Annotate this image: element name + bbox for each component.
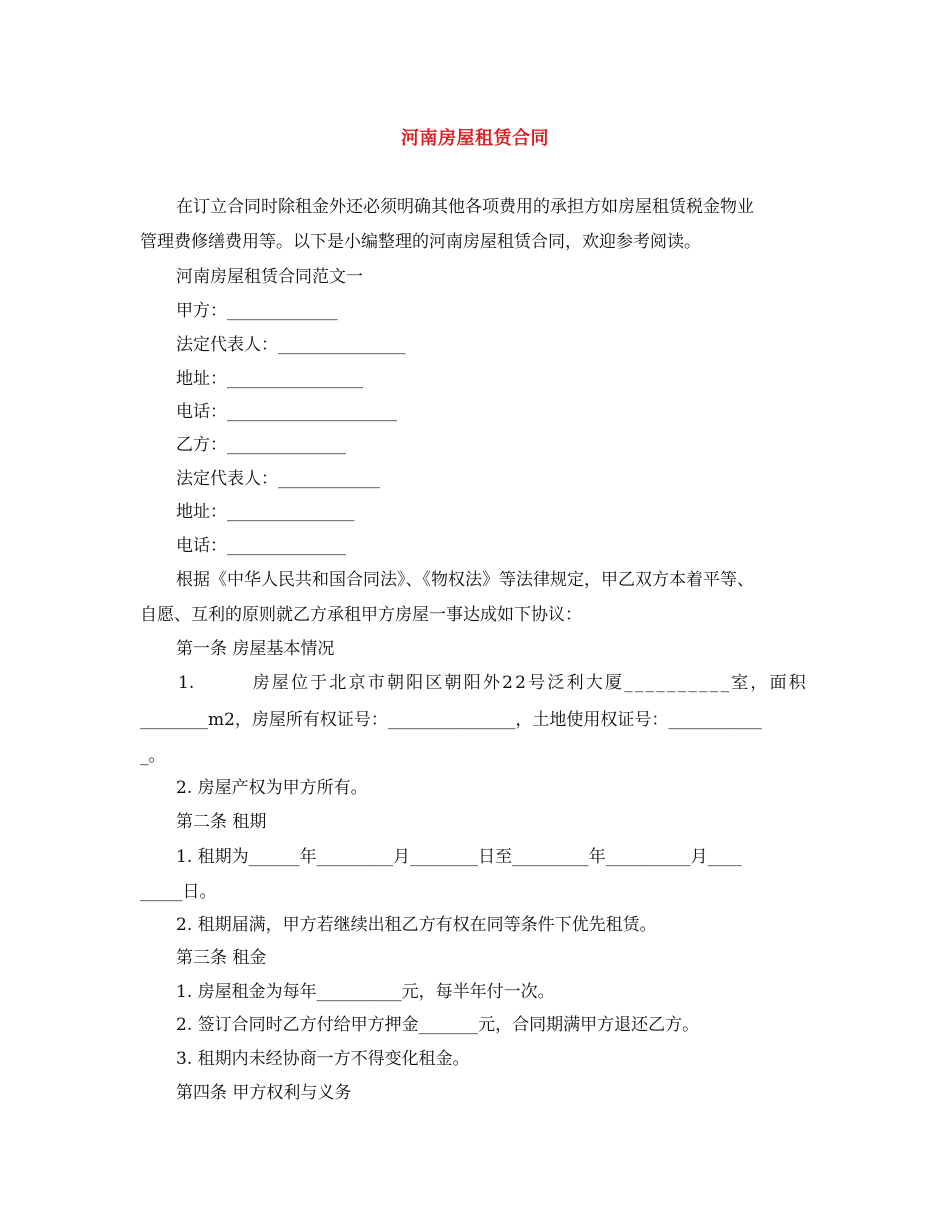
article-3-heading: 第三条 租金 — [176, 948, 267, 968]
party-a: 甲方：_____________ — [176, 301, 338, 321]
party-a-phone: 电话：____________________ — [176, 402, 397, 422]
article-3-item-2: 2. 签订合同时乙方付给甲方押金_______元，合同期满甲方退还乙方。 — [176, 1015, 700, 1035]
article-1-item-1-text: 房屋位于北京市朝阳区朝阳外22号泛利大厦__________室，面积 — [252, 673, 808, 693]
party-a-address: 地址：________________ — [176, 369, 363, 389]
party-b: 乙方：______________ — [176, 435, 346, 455]
article-2-item-1: 1. 租期为______年_________月________日至_________年__________月____ — [176, 847, 742, 867]
party-b-phone: 电话：______________ — [176, 536, 346, 556]
party-b-address: 地址：_______________ — [176, 502, 355, 522]
document-title: 河南房屋租赁合同 — [401, 128, 549, 149]
party-a-representative: 法定代表人：_______________ — [176, 335, 406, 355]
intro-line-1: 在订立合同时除租金外还必须明确其他各项费用的承担方如房屋租赁税金物业 — [176, 197, 754, 217]
article-4-heading: 第四条 甲方权利与义务 — [176, 1083, 352, 1103]
article-3-item-1: 1. 房屋租金为每年__________元，每半年付一次。 — [176, 982, 555, 1002]
article-1-item-2: 2. 房屋产权为甲方所有。 — [176, 778, 368, 798]
basis-line-1: 根据《中华人民共和国合同法》、《物权法》等法律规定，甲乙双方本着平等、 — [176, 570, 754, 590]
article-2-heading: 第二条 租期 — [176, 812, 267, 832]
article-1-item-1-end: _。 — [140, 746, 166, 766]
article-2-item-2: 2. 租期届满，甲方若继续出租乙方有权在同等条件下优先租赁。 — [176, 915, 657, 935]
party-b-representative: 法定代表人：____________ — [176, 469, 380, 489]
article-1-item-1-cont: ________m2，房屋所有权证号：_______________，土地使用权证号：___________ — [140, 710, 762, 730]
article-1-heading: 第一条 房屋基本情况 — [176, 639, 335, 659]
article-2-item-1-cont: _____日。 — [140, 882, 217, 902]
article-1-item-1 — [178, 671, 808, 695]
article-3-item-3: 3. 租期内未经协商一方不得变化租金。 — [176, 1049, 470, 1069]
sample-heading: 河南房屋租赁合同范文一 — [176, 267, 363, 287]
basis-line-2: 自愿、互利的原则就乙方承租甲方房屋一事达成如下协议： — [140, 605, 582, 625]
article-1-item-1-number: 1. — [178, 673, 195, 693]
intro-line-2: 管理费修缮费用等。以下是小编整理的河南房屋租赁合同，欢迎参考阅读。 — [140, 232, 701, 252]
